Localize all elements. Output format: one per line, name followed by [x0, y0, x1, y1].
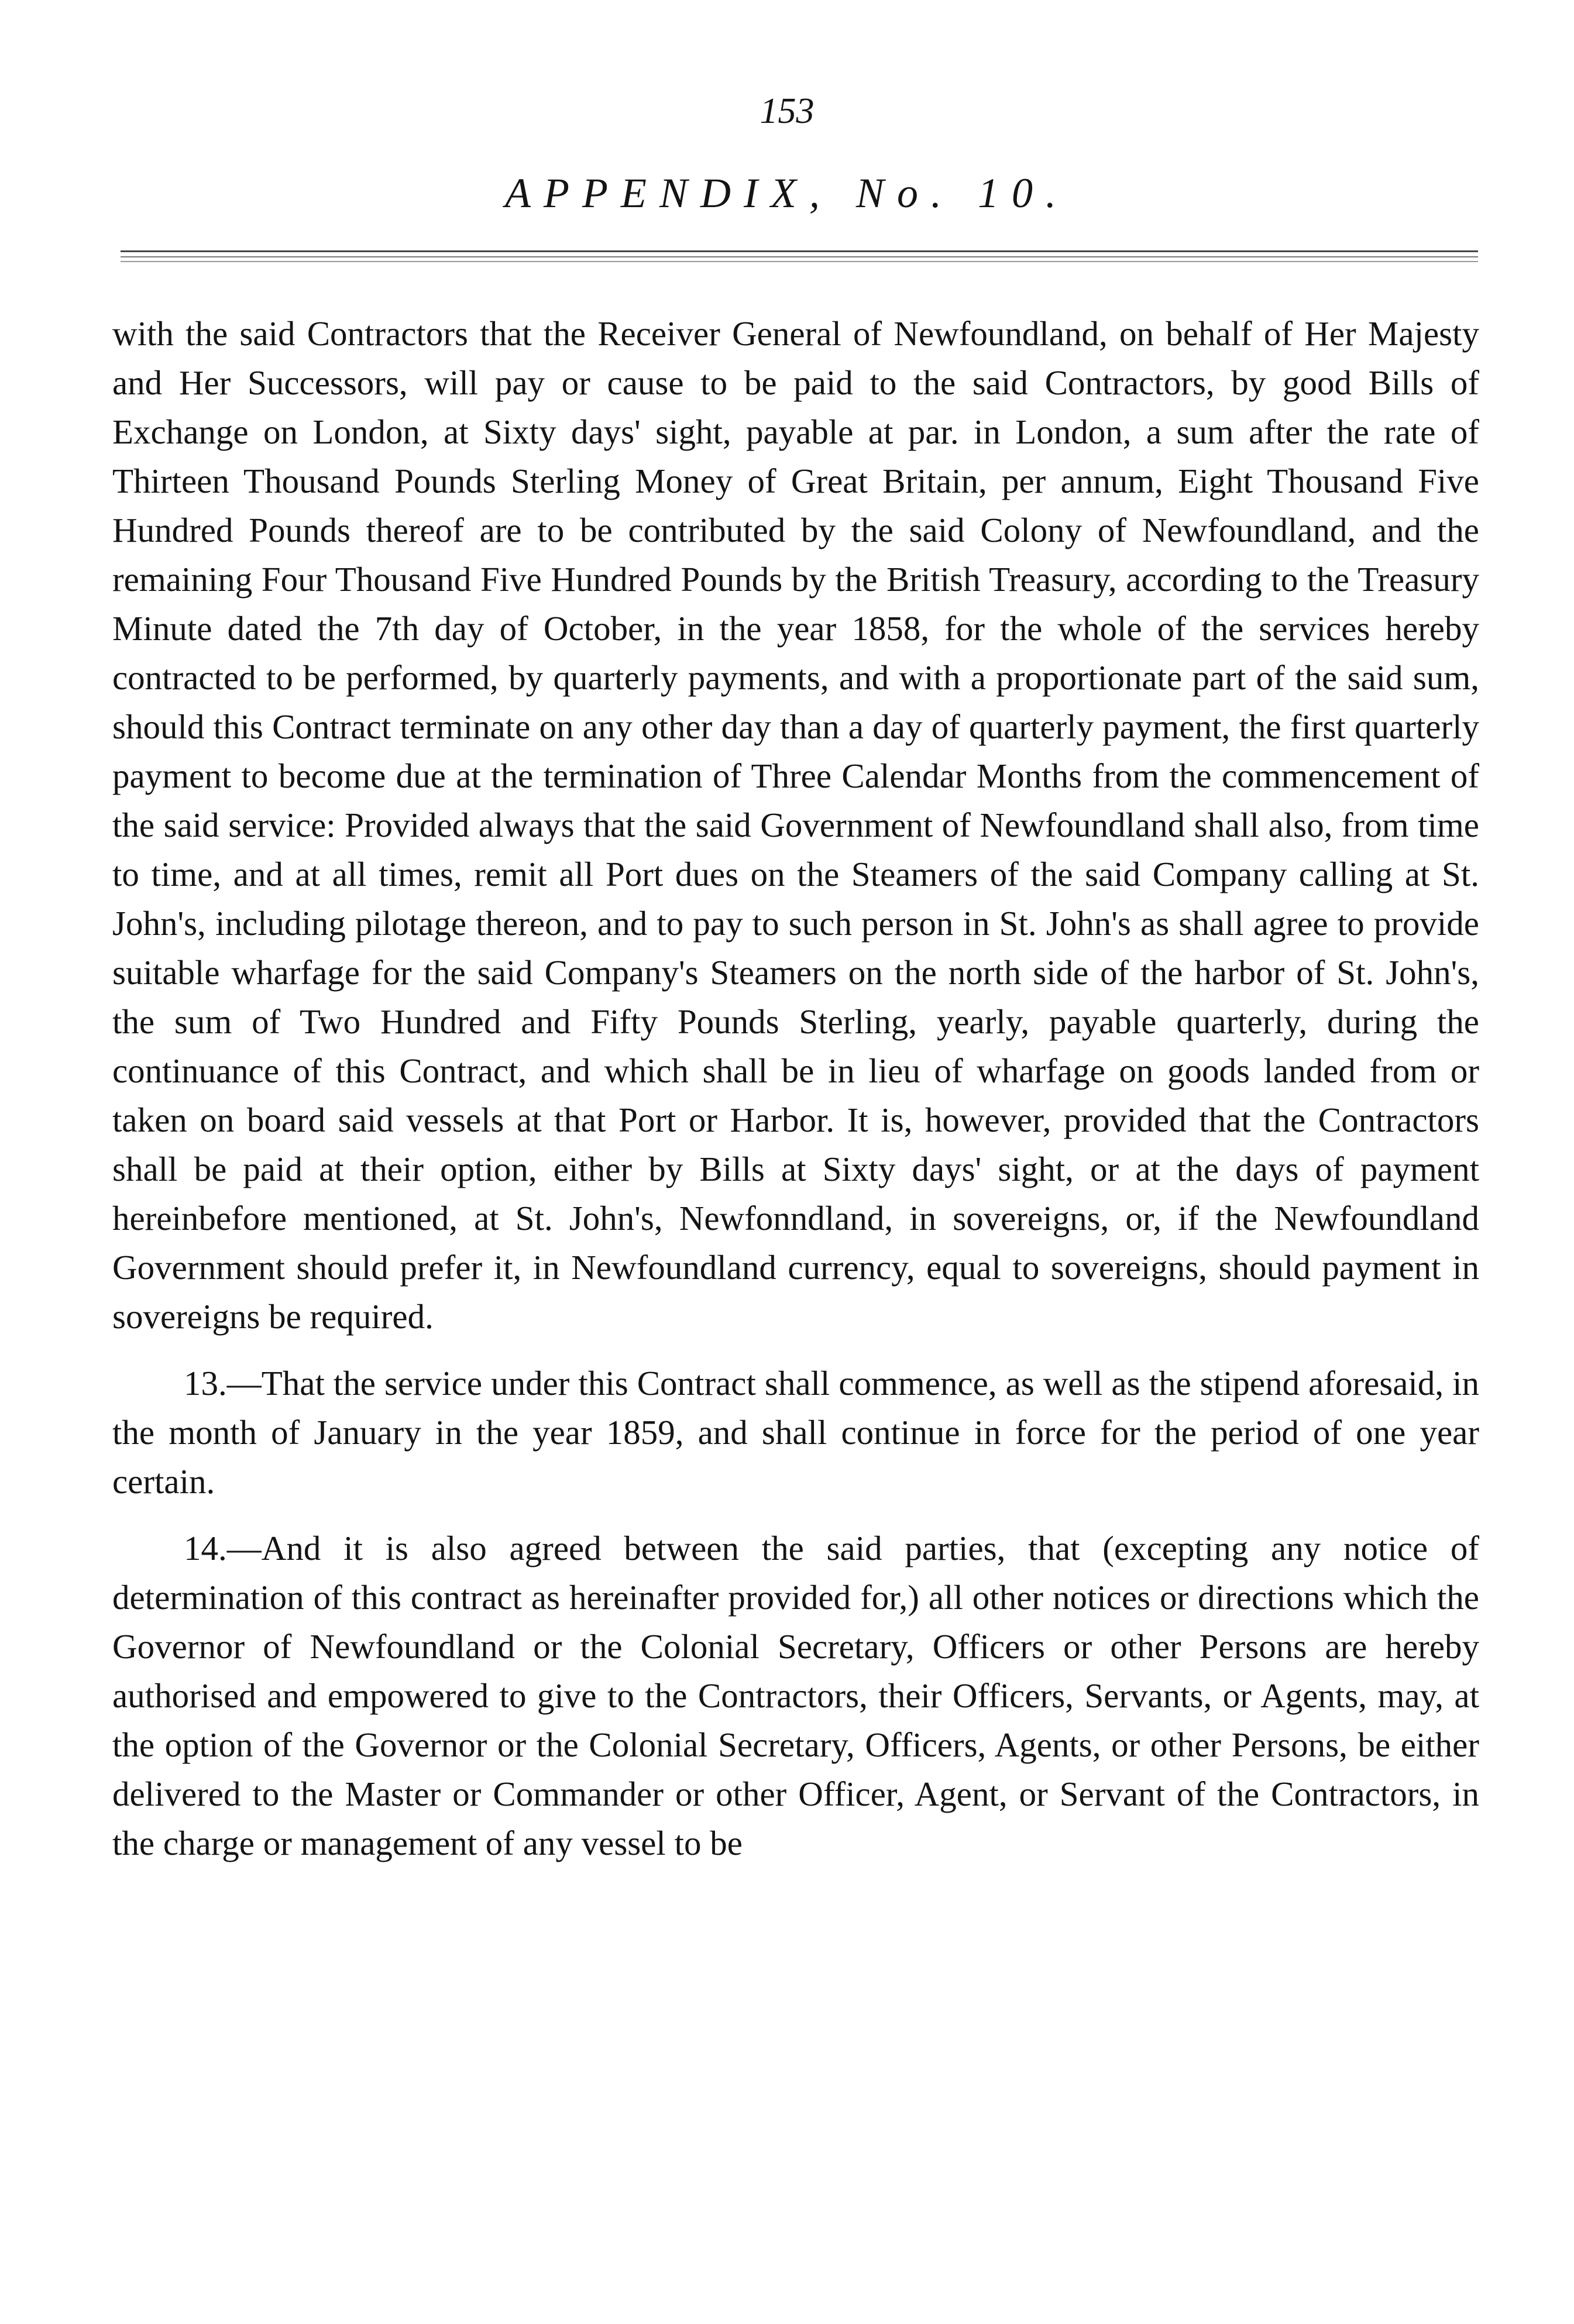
header-rule	[121, 261, 1478, 262]
body-text	[112, 309, 1479, 1868]
page-number: 153	[759, 91, 815, 131]
paragraph-14: 14.—And it is also agreed between the said parties, that (excepting any notice of determination of this contract as hereinafter provided for,) all other notices or directions which the Governor of Newfoundland or the Colonial Secretary, Officers or other Persons are hereby authorised and empowered to give to the Contractors, their Officers, Servants, or Agents, may, at the option of the Governor or the Colonial Secretary, Officers, Agents, or other Persons, be either delivered to the Master or Commander or other Officer, Agent, or Servant of the Contractors, in the charge or management of any vessel to be	[112, 1529, 1479, 1862]
paragraph-continuation: with the said Contractors that the Receiver General of Newfoundland, on behalf of Her Majesty and Her Successors, will pay or cause to be paid to the said Contractors, by good Bills of Exchange on London, at Sixty days' sight, payable at par. in London, a sum after the rate of Thirteen Thousand Pounds Sterling Money of Great Britain, per annum, Eight Thousand Five Hundred Pounds thereof are to be contributed by the said Colony of Newfoundland, and the remaining Four Thousand Five Hundred Pounds by the British Treasury, according to the Treasury Minute dated the 7th day of October, in the year 1858, for the whole of the services hereby contracted to be performed, by quarterly payments, and with a proportionate part of the said sum, should this Contract terminate on any other day than a day of quarterly payment, the first quarterly payment to become due at the termination of Three Calendar Months from the commencement of the said service: Provided always that the said Government of Newfoundland shall also, from time to time, and at all times, remit all Port dues on the Steamers of the said Company calling at St. John's, including pilotage thereon, and to pay to such person in St. John's as shall agree to provide suitable wharfage for the said Company's Steamers on the north side of the harbor of St. John's, the sum of Two Hundred and Fifty Pounds Sterling, yearly, payable quarterly, during the continuance of this Contract, and which shall be in lieu of wharfage on goods landed from or taken on board said vessels at that Port or Harbor. It is, however, provided that the Contractors shall be paid at their option, either by Bills at Sixty days' sight, or at the days of payment hereinbefore mentioned, at St. John's, Newfonndland, in sovereigns, or, if the Newfoundland Government should prefer it, in Newfoundland currency, equal to sovereigns, should payment in sovereigns be required.	[112, 314, 1479, 1336]
running-head: APPENDIX, No. 10.	[505, 170, 1069, 216]
header-rule	[121, 250, 1478, 252]
header-rule	[121, 256, 1478, 257]
paragraph-13: 13.—That the service under this Contract shall commence, as well as the stipend aforesaid, in the month of January in the year 1859, and shall continue in force for the period of one year certain.	[112, 1364, 1479, 1501]
